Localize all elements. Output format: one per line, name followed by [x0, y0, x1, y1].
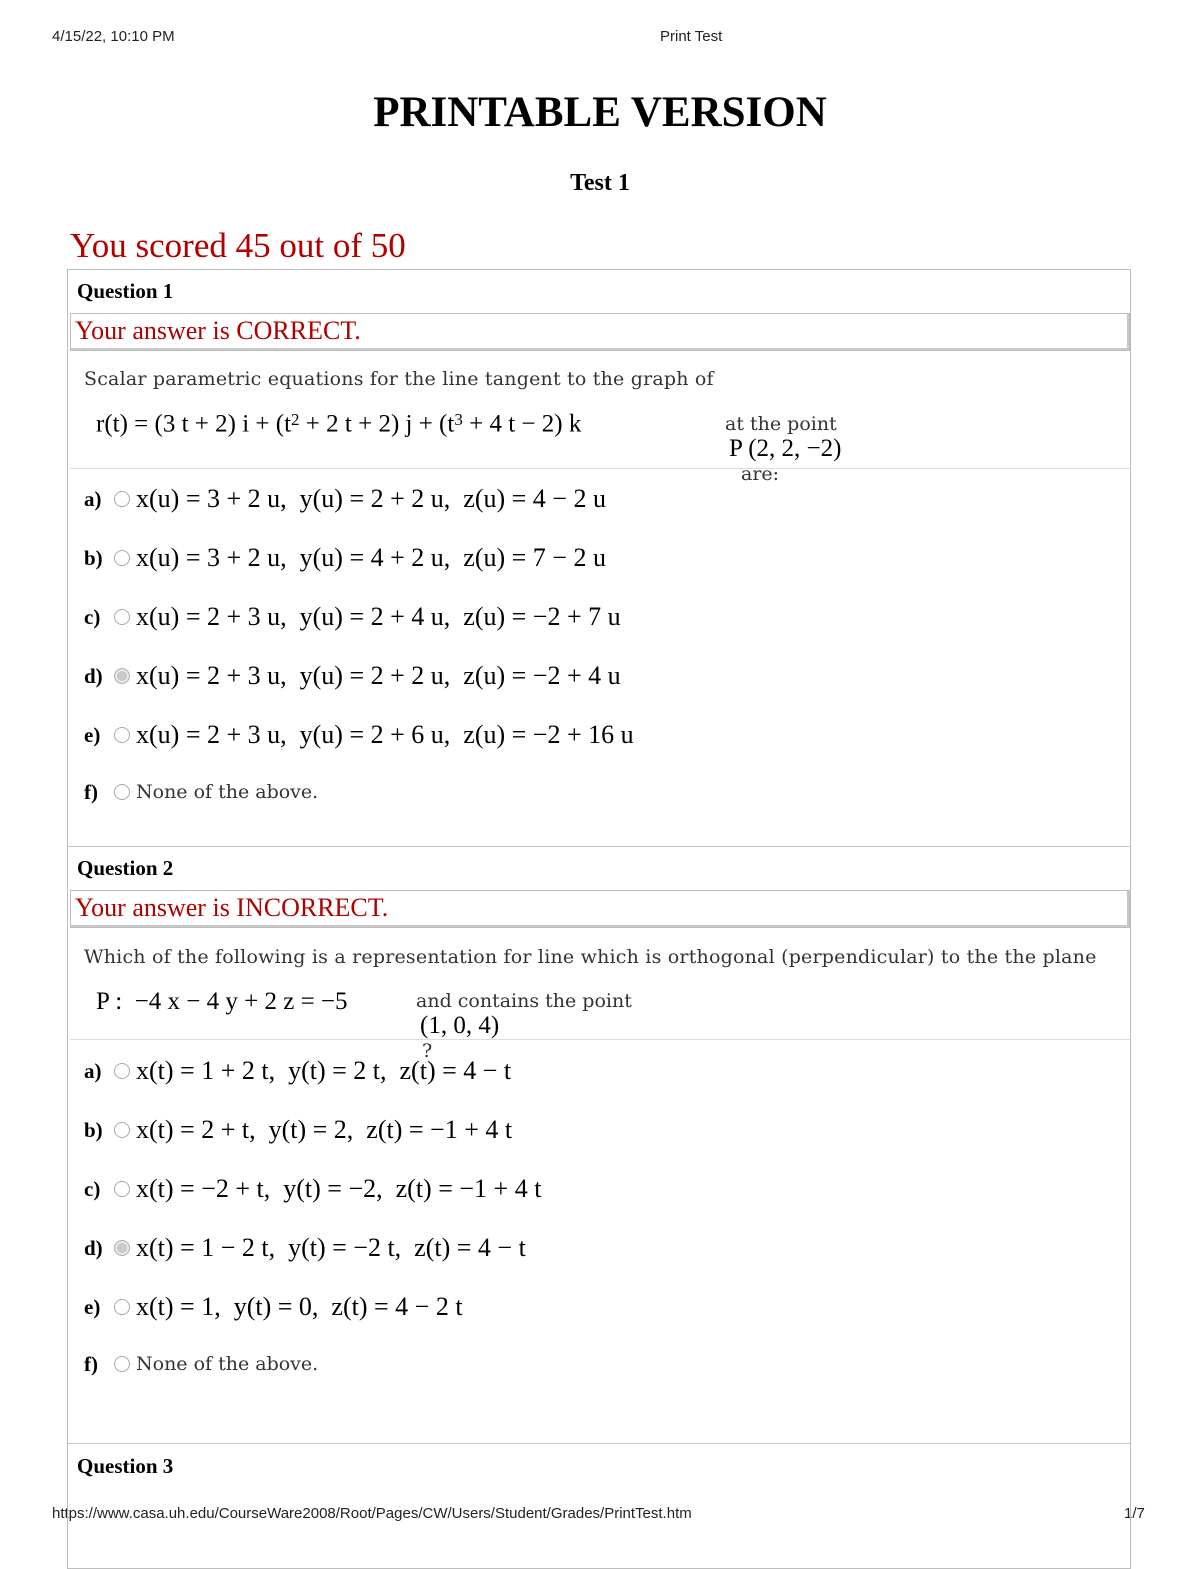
question-1-option-f[interactable]: f) None of the above. [84, 779, 319, 804]
radio-button[interactable] [114, 1299, 130, 1315]
print-url: https://www.casa.uh.edu/CourseWare2008/Root/Pages/CW/Users/Student/Grades/PrintTest.htm [52, 1505, 692, 1522]
question-1-point: at the point P (2, 2, −2) are: [725, 413, 842, 485]
page-title: PRINTABLE VERSION [373, 89, 827, 136]
radio-button[interactable] [114, 609, 130, 625]
question-2-option-e[interactable]: e) x(t) = 1, y(t) = 0, z(t) = 4 − 2 t [84, 1292, 463, 1321]
print-date: 4/15/22, 10:10 PM [52, 28, 175, 45]
radio-button[interactable] [114, 491, 130, 507]
question-1-option-d[interactable]: d) x(u) = 2 + 3 u, y(u) = 2 + 2 u, z(u) = −2 + 4 u [84, 661, 621, 690]
question-1-title: Question 1 [77, 279, 174, 303]
score-text: You scored 45 out of 50 [70, 226, 406, 265]
question-2-option-a[interactable]: a) x(t) = 1 + 2 t, y(t) = 2 t, z(t) = 4 − t [84, 1056, 512, 1085]
radio-button[interactable] [114, 1063, 130, 1079]
question-1-option-c[interactable]: c) x(u) = 2 + 3 u, y(u) = 2 + 4 u, z(u) = −2 + 7 u [84, 602, 621, 631]
question-2-option-f[interactable]: f) None of the above. [84, 1351, 319, 1376]
question-divider [68, 846, 1130, 847]
question-2-option-b[interactable]: b) x(t) = 2 + t, y(t) = 2, z(t) = −1 + 4 t [84, 1115, 513, 1144]
question-2-option-d[interactable]: d) x(t) = 1 − 2 t, y(t) = −2 t, z(t) = 4 − t [84, 1233, 526, 1262]
question-1-vector-function: r(t) = (3 t + 2) $i + (t^2 + 2$ t + 2) $j + (t^3 + 4$ t − 2) k [96, 410, 582, 438]
question-2-title: Question 2 [77, 856, 174, 880]
question-2-result: Your answer is INCORRECT. [70, 890, 1130, 928]
radio-button[interactable] [114, 727, 130, 743]
radio-button[interactable] [114, 784, 130, 800]
question-divider [68, 1443, 1130, 1444]
question-1-option-b[interactable]: b) x(u) = 3 + 2 u, y(u) = 4 + 2 u, z(u) = 7 − 2 u [84, 543, 606, 572]
question-2-point: and contains the point (1, 0, 4) ? [416, 990, 632, 1062]
question-1-prompt: Scalar parametric equations for the line tangent to the graph of [84, 368, 714, 390]
question-3-title: Question 3 [77, 1454, 174, 1478]
question-2-prompt: Which of the following is a representation for line which is orthogonal (perpendicular) to the the plane [84, 946, 1097, 968]
question-2-option-c[interactable]: c) x(t) = −2 + t, y(t) = −2, z(t) = −1 + 4 t [84, 1174, 542, 1203]
print-page-number: 1/7 [1124, 1505, 1145, 1522]
question-1-option-a[interactable]: a) x(u) = 3 + 2 u, y(u) = 2 + 2 u, z(u) = 4 − 2 u [84, 484, 606, 513]
question-2-plane: P : −4 x − 4 y + 2 z = −5 [96, 988, 348, 1015]
test-name: Test 1 [570, 170, 630, 196]
radio-button-selected[interactable] [114, 668, 130, 684]
radio-button[interactable] [114, 1356, 130, 1372]
question-1-result: Your answer is CORRECT. [70, 313, 1130, 351]
radio-button[interactable] [114, 550, 130, 566]
question-1-option-e[interactable]: e) x(u) = 2 + 3 u, y(u) = 2 + 6 u, z(u) = −2 + 16 u [84, 720, 634, 749]
print-page-title: Print Test [660, 28, 723, 45]
radio-button-selected[interactable] [114, 1240, 130, 1256]
radio-button[interactable] [114, 1122, 130, 1138]
radio-button[interactable] [114, 1181, 130, 1197]
